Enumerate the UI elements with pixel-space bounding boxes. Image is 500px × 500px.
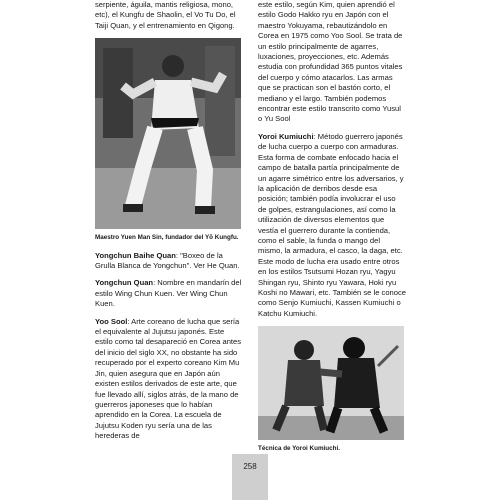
entry-yongchun-baihe-quan [95, 251, 243, 272]
continued-paragraph: este estilo, según Kim, quien aprendió el estilo Godo Hakko ryu en Japón con el maestro Yokuyama, rebautizándolo en Corea en 1975 como Yoo Sool. Se trata de un estilo principalmente de agarres, luxaciones, proyecciones, etc. Además estudia con profundidad 365 puntos vitales del cuerpo y cómo atacarlos. Las armas que se practican son el bastón corto, el mediano y el largo. También podemos encontrar este estilo transcrito como Yusul o Yu Sool [258, 0, 403, 124]
right-column [258, 0, 406, 462]
entry-yoo-sool [95, 317, 243, 442]
master-photo [95, 38, 241, 229]
entry-text: : "Boxeo de la Grulla Blanca de Yongchun". Ver He Quan. [95, 250, 240, 271]
photo-caption: Maestro Yuen Man Sin, fundador del Yõ Kungfu. [95, 234, 239, 242]
entry-text: : Nombre en mandarín del estilo Wing Chun Kuen. Ver Wing Chun Kuen. [95, 278, 242, 309]
intro-paragraph: serpiente, águila, mantis religiosa, mono, etc), el Kungfu de Shaolin, el Vo Tu Do, el Taiji Quan, y el entrenamiento en Qigong. [95, 0, 236, 30]
page-number: 258 [243, 462, 257, 471]
entry-term: Yongchun Quan [95, 278, 154, 288]
entry-text: : Método guerrero japonés de lucha cuerpo a cuerpo con armaduras. Esta forma de combate enfocado hacia el campo de batalla partía principalmente de un agarre simétrico entre los adversarios, y la aplicación de derribos desde esa posición; también podía involucrar el uso de golpes, estrangulaciones, así como la utilización de diversos elementos que vestía el guerrero durante la contienda, como el sable, la funda o mango del mismo, la armadura, el casco, la daga, etc. Este modo de lucha era usado entre otros en los estilos Tsutsumi Hozan ryu, Yagyu Shingan ryu, Shinto ryu Yawara, Hoki ryu Koshi no Mawari, etc. También se le conoce como Senjo Kumiuchi, Kassen Kumiuchi o Katchu Kumiuchi. [258, 131, 407, 318]
entry-term: Yoroi Kumiuchi [258, 131, 314, 141]
left-column [95, 0, 243, 449]
entry-term: Yoo Sool [95, 316, 128, 326]
entry-term: Yongchun Baihe Quan [95, 250, 176, 260]
page-number-tab [232, 454, 268, 500]
entry-yongchun-quan [95, 278, 243, 309]
kumiuchi-photo [258, 326, 404, 440]
photo-caption: Técnica de Yoroi Kumiuchi. [258, 445, 340, 453]
entry-yoroi-kumiuchi [258, 132, 406, 319]
entry-text: : Arte coreano de lucha que sería el equivalente al Jujutsu japonés. Este estilo como tal desapareció en Corea antes del inicio del siglo XX, no obstante ha sido recuperado por el experto coreano Kim Mu Jin, quien asegura que en Japón aún existen estilos derivados de este arte, que fue llevado allí, siglos atrás, de la mano de guerreros japoneses que lo habían aprendido en la Corea. La escuela de Jujutsu Koden ryu sería una de las herederas de [95, 316, 242, 441]
